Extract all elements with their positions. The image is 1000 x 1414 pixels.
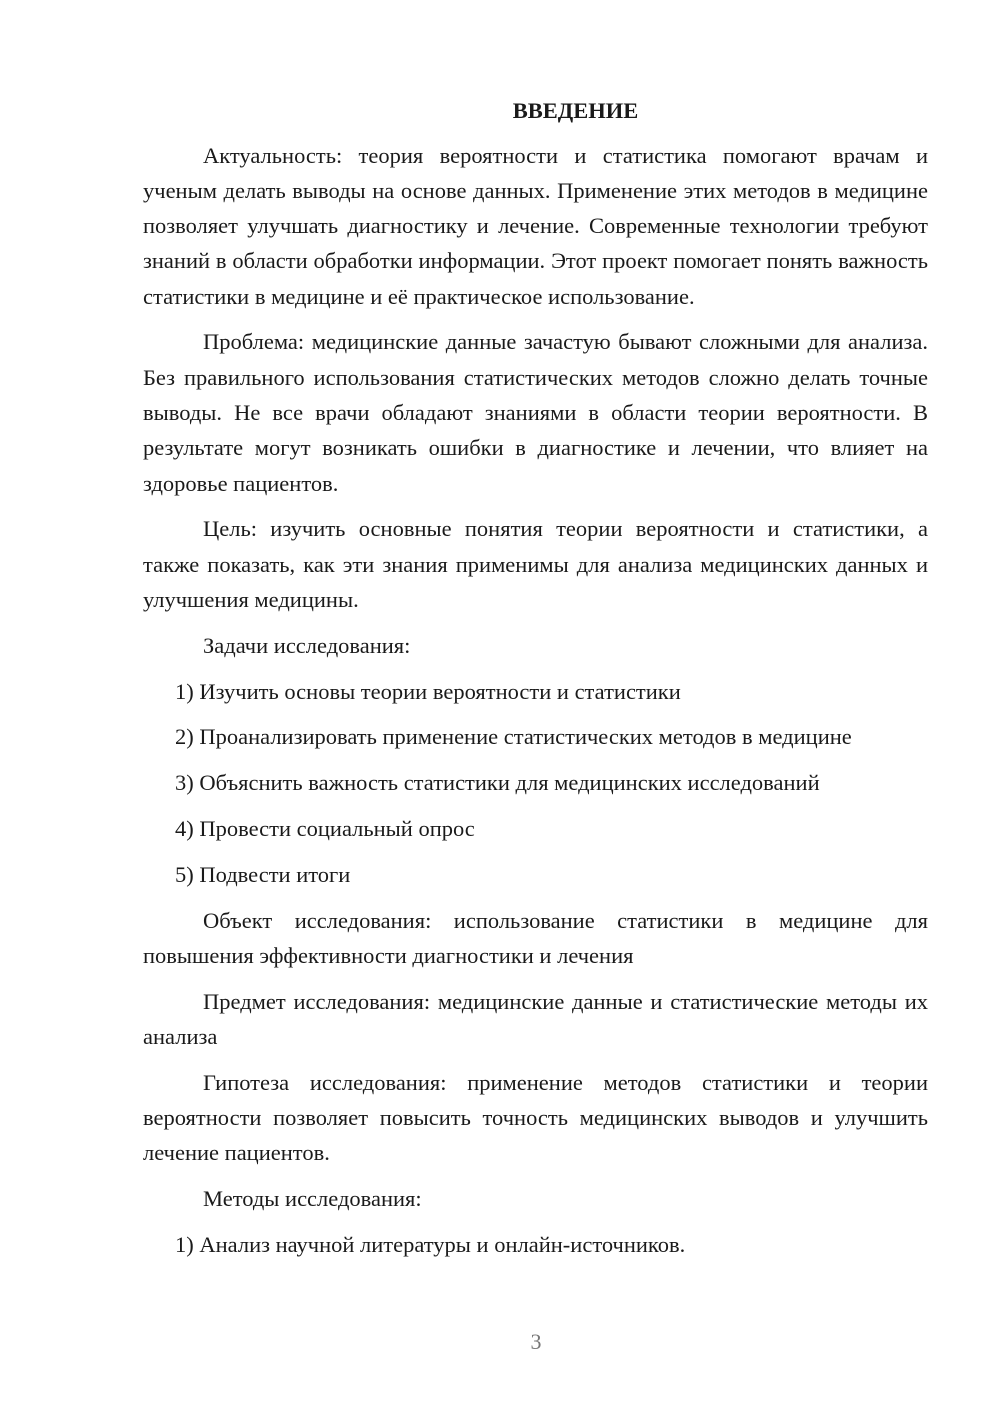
methods-title: Методы исследования: <box>203 1186 422 1212</box>
task-item: 5) Подвести итоги <box>175 861 351 887</box>
object-paragraph: Объект исследования: использование статистики в медицине для повышения эффективности диагностики и лечения <box>143 907 928 968</box>
problem-paragraph: Проблема: медицинские данные зачастую бывают сложными для анализа. Без правильного использования статистических методов сложно делать точные выводы. Не все врачи обладают знаниями в области теории вероятности. В результате могут возникать ошибки в диагностике и лечении, что влияет на здоровье пациентов. <box>143 329 928 496</box>
page-number: 3 <box>530 1329 542 1354</box>
relevance-paragraph: Актуальность: теория вероятности и статистика помогают врачам и ученым делать выводы на основе данных. Применение этих методов в медицине позволяет улучшать диагностику и лечение. Современные технологии требуют знаний в области обработки информации. Этот проект помогает понять важность статистики в медицине и её практическое использование. <box>143 142 928 309</box>
hypothesis-paragraph: Гипотеза исследования: применение методов статистики и теории вероятности позволяет повысить точность медицинских выводов и улучшить лечение пациентов. <box>143 1069 928 1166</box>
task-item: 3) Объяснить важность статистики для медицинских исследований <box>175 770 820 796</box>
page-content <box>143 93 928 1262</box>
task-item: 4) Провести социальный опрос <box>175 816 475 842</box>
task-item: 2) Проанализировать применение статистических методов в медицине <box>175 724 852 750</box>
section-heading: ВВЕДЕНИЕ <box>512 98 639 123</box>
method-item: 1) Анализ научной литературы и онлайн-источников. <box>175 1232 686 1258</box>
subject-paragraph: Предмет исследования: медицинские данные и статистические методы их анализа <box>143 988 928 1050</box>
goal-paragraph: Цель: изучить основные понятия теории вероятности и статистики, а также показать, как эти знания применимы для анализа медицинских данных и улучшения медицины. <box>143 516 928 613</box>
tasks-title: Задачи исследования: <box>203 632 411 658</box>
task-item: 1) Изучить основы теории вероятности и статистики <box>175 678 681 704</box>
